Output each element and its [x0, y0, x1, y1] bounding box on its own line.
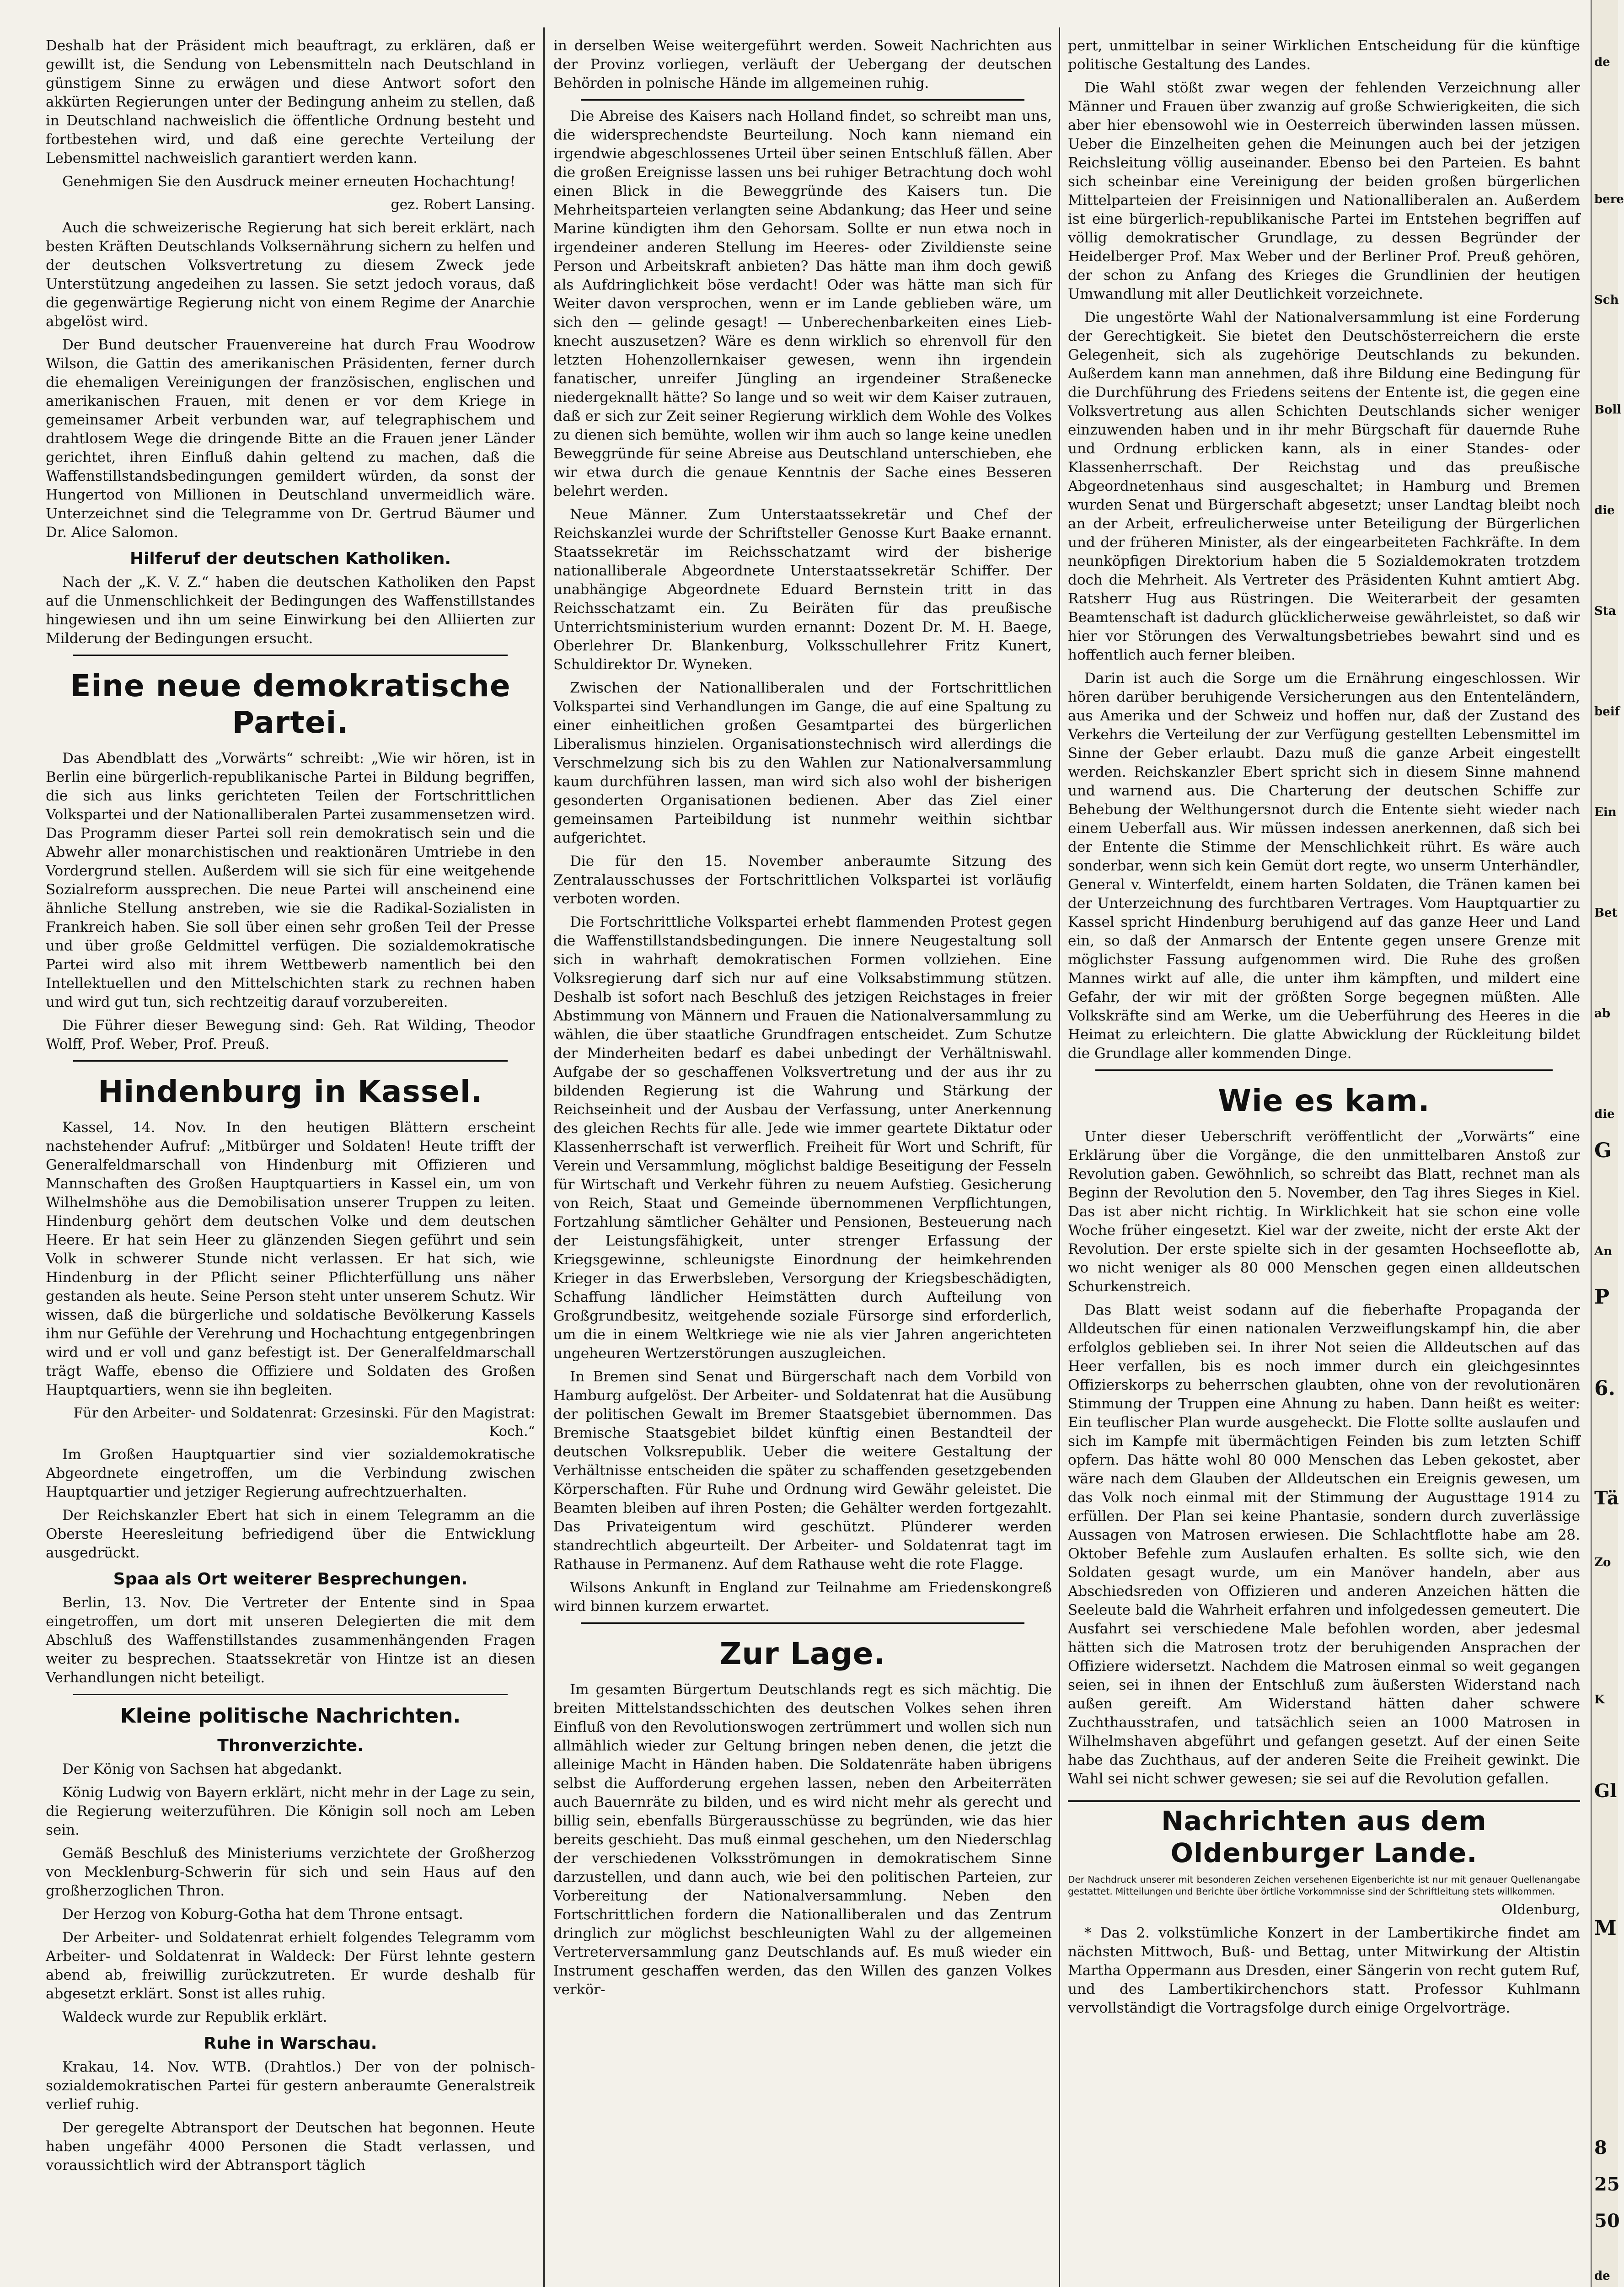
edge-fragment: die: [1594, 1107, 1615, 1121]
column-2: [553, 37, 1052, 2287]
article-paragraph: Genehmigen Sie den Ausdruck meiner erneuten Hochachtung!: [62, 173, 516, 190]
edge-fragment: de: [1594, 55, 1610, 69]
article-paragraph: Auch die schweizerische Regierung hat sich bereit erklärt, nach besten Kräften Deutschlands Volksernährung sichern zu helfen und der deutschen Volksvertretung zu diesem Zweck jede Unterstützung angedeihen zu lassen. Sie setzt jedoch voraus, daß die gegenwärtige Regierung nicht von einem Regime der Anarchie abgelöst wird.: [46, 220, 535, 330]
article-paragraph: Das Blatt weist sodann auf die fieberhafte Propaganda der Alldeutschen für einen nationalen Verzweiflungskampf hin, die aber erfolglos geblieben sei. In ihrer Not seien die Alldeutschen auf das Heer verfallen, bis es noch immer durch ein gleichgesinntes Offizierskorps zu beherrschen glaubten, ohne von der revolutionären Stimmung der Truppen eine Ahnung zu haben. Dann heißt es weiter: Ein teuflischer Plan wurde ausgeheckt. Die Flotte sollte auslaufen und sich im Kampfe mit übermächtigen Feinden bis zum letzten Schiff opfern. Das hätte wohl 80 000 Menschen das Leben gekostet, aber wäre nach dem Glauben der Alldeutschen ein Ereignis gewesen, um das Volk noch einmal mit der Stimmung der Augusttage 1914 zu erfüllen. Der Plan sei keine Phantasie, sondern durch zuverlässige Aussagen von Matrosen erwiesen. Die Schlachtflotte habe am 28. Oktober Befehle zum Auslaufen erhalten. Es sollte sich, wie den Soldaten gesagt wurde, um ein Manöver handeln, aber aus Abschiedsreden von Offizieren und anderen Anzeichen hätten die Seeleute bald die Wahrheit erfahren und infolgedessen gemeutert. Die Ausfahrt sei verschiedene Male befohlen worden, aber jedesmal hätten sich die Matrosen trotz der beruhigenden Ansprachen der Offiziere widersetzt. Nachdem die Matrosen einmal so weit gegangen seien, sei in ihnen der Entschluß zum äußersten Widerstand nach außen gereift. Am Widerstand hätten daher schwere Zuchthausstrafen, und tatsächlich seien an 1000 Matrosen in Wilhelmshaven abgeführt und gefangen gesetzt. Auf der einen Seite habe das Zuchthaus, auf der anderen Seite die Freiheit gewinkt. Die Wahl sei nicht schwer gewesen; sie sei auf die Revolution gefallen.: [1068, 1302, 1580, 1787]
subheading: Ruhe in Warschau.: [204, 2034, 377, 2053]
article-paragraph: Die Führer dieser Bewegung sind: Geh. Rat Wilding, Theodor Wolff, Prof. Weber, Prof. Preuß.: [46, 1017, 535, 1052]
article-paragraph: Die ungestörte Wahl der Nationalversammlung ist eine Forderung der Gerechtigkeit. Sie bietet den Deutschösterreichern die erste Gelegenheit, sich als zugehörige Deutschlands zu bekunden. Außerdem kann man annehmen, daß ihre Bildung eine Bedingung für die Durchführung des Friedens seitens der Entente ist, die gegen eine Volksvertretung aus allen Schichten Deutschlands sicher weniger einzuwenden haben und in ihr mehr Bürgschaft für dauernde Ruhe und Ordnung erblicken kann, als in einer Standes- oder Klassenherrschaft. Der Reichstag und das preußische Abgeordnetenhaus sind ausgeschaltet; in Hamburg und Bremen wurden Senat und Bürgerschaft abgesetzt; unser Landtag bleibt noch an der Arbeit, erfreulicherweise unter Beteiligung der Bürgerlichen und der früheren Minister, als der eingearbeiteten Fachkräfte. In dem neunköpfigen Direktorium haben die 5 Sozialdemokraten trotzdem doch die Mehrheit. Als Vertreter des Präsidenten Kuhnt amtiert Abg. Ratsherr Hug aus Rüstringen. Die Weiterarbeit der gesamten Beamtenschaft ist dadurch glücklicherweise gewährleistet, so daß wir hier vor Störungen des Verwaltungsbetriebes bewahrt sind und es hoffentlich auch ferner bleiben.: [1068, 309, 1580, 663]
article-paragraph: Neue Männer. Zum Unterstaatssekretär und Chef der Reichskanzlei wurde der Schriftsteller Genosse Kurt Baake ernannt. Staatssekretär im Reichsschatzamt wird der bisherige nationalliberale Abgeordnete Unterstaatssekretär Schiffer. Der unabhängige Abgeordnete Eduard Bernstein tritt in das Reichsschatzamt ein. Zu Beiräten für das preußische Unterrichtsministerium wurden ernannt: Dozent Dr. M. H. Baege, Oberlehrer Dr. Blankenburg, Volksschullehrer Fritz Kunert, Schuldirektor Dr. Wyneken.: [553, 506, 1052, 673]
column-rule: [543, 27, 545, 2287]
edge-fragment: Ein: [1594, 805, 1617, 819]
headline: Wie es kam.: [1218, 1083, 1430, 1118]
article-paragraph: Der Herzog von Koburg-Gotha hat dem Throne entsagt.: [62, 1906, 463, 1922]
article-paragraph: In Bremen sind Senat und Bürgerschaft nach dem Vorbild von Hamburg aufgelöst. Der Arbeiter- und Soldatenrat hat die Ausübung der politischen Gewalt im Bremer Staatsgebiet übernommen. Das Bremische Staatsgebiet bildet künftig einen Bestandteil der deutschen Volksrepublik. Ueber die weitere Gestaltung der Verhältnisse entscheiden die später zu schaffenden gesetzgebenden Körperschaften. Für Ruhe und Ordnung wird Gewähr geleistet. Die Beamten bleiben auf ihren Posten; die Gehälter werden fortgezahlt. Das Privateigentum wird geschützt. Plünderer werden standrechtlich abgeurteilt. Der Arbeiter- und Soldatenrat tagt im Rathause in Permanenz. Auf dem Rathause weht die rote Flagge.: [553, 1369, 1052, 1573]
article-paragraph: Im gesamten Bürgertum Deutschlands regt es sich mächtig. Die breiten Mittelstandsschichten des deutschen Volkes sehen ihren Einfluß von den Revolutionswogen zertrümmert und wollen sich nun allmählich wieder zur Geltung bringen neben denen, die jetzt die alleinige Macht in Händen haben. Die Soldatenräte haben übrigens selbst die Aufforderung ergehen lassen, neben den Arbeiterräten auch Bauernräte zu bilden, und es wird nicht mehr als gerecht und billig sein, ebenfalls Bürgerausschüsse zu begründen, wie das hier bereits geschieht. Das muß einmal geschehen, um den Niederschlag der verschiedenen Volksströmungen in demokratischem Sinne darzustellen, und dann auch, wie bei den politischen Parteien, zur Vorbereitung der Nationalversammlung. Neben den Fortschrittlichen fordern die Nationalliberalen und das Zentrum dringlich zur möglichst beschleunigten Wahl zu der allgemeinen Vertreterversammlung ganz Deutschlands auf. Es muß wieder ein Instrument geschaffen werden, das den Willen des ganzen Volkes verkör-: [553, 1681, 1052, 1998]
article-paragraph: Der Arbeiter- und Soldatenrat erhielt folgendes Telegramm vom Arbeiter- und Soldatenrat in Waldeck: Der Fürst lehnte gestern abend ab, freiwillig zurückzutreten. Er wurde deshalb für abgesetzt erklärt. Sonst ist alles ruhig.: [46, 1929, 535, 2002]
edge-fragment: Gl: [1594, 1780, 1617, 1802]
divider: [73, 1694, 508, 1695]
article-paragraph: Unter dieser Ueberschrift veröffentlicht der „Vorwärts“ eine Erklärung über die Vorgänge, die den unmittelbaren Anstoß zur Revolution gaben. Gewöhnlich, so schreibt das Blatt, rechnet man als Beginn der Revolution den 5. November, den Tag ihres Sieges in Kiel. Das ist aber nicht richtig. In Wirklichkeit hat sie schon eine volle Woche früher eingesetzt. Kiel war der zweite, nicht der erste Akt der Revolution. Der erste spielte sich in der gesamten Hochseeflotte ab, wo nicht weniger als 80 000 Menschen gegen einen alldeutschen Schurkenstreich.: [1068, 1128, 1580, 1295]
subheading: Thronverzichte.: [217, 1736, 364, 1755]
edge-fragment: M: [1594, 1917, 1617, 1940]
edge-fragment: ab: [1594, 1007, 1611, 1020]
column-3: [1068, 37, 1580, 2287]
edge-fragment: Sta: [1594, 604, 1616, 618]
article-paragraph: Der geregelte Abtransport der Deutschen hat begonnen. Heute haben ungefähr 4000 Personen die Stadt verlassen, und voraussichtlich wird der Abtransport täglich: [46, 2120, 535, 2174]
article-paragraph: Die Fortschrittliche Volkspartei erhebt flammenden Protest gegen die Waffenstillstandsbedingungen. Die innere Neugestaltung soll sich in wahrhaft demokratischen Formen vollziehen. Eine Volksregierung darf sich nur auf eine Volksabstimmung stützen. Deshalb ist sofort nach Beschluß des jetzigen Reichstages in freier Abstimmung von Männern und Frauen die Nationalversammlung zu wählen, die über staatliche Grundfragen entscheidet. Zum Schutze der Minderheiten bedarf es dabei unbedingt der Verhältniswahl. Aufgabe der so geschaffenen Volksvertretung und der aus ihr zu bildenden Regierung ist die Wahrung und Stärkung der Reichseinheit und der Ausbau der Verfassung, unter Anerkennung des gleichen Rechts für alle. Jede wie immer geartete Diktatur oder Klassenherrschaft ist verwerflich. Freiheit für Wort und Schrift, für Verein und Versammlung, möglichst baldige Beseitigung der Fesseln für Wirtschaft und Verkehr führen zu neuem Aufstieg. Gesicherung von Reich, Staat und Gemeinde übernommenen Verpflichtungen, Fortzahlung sämtlicher Gehälter und Pensionen, Besteuerung nach der Leistungsfähigkeit, unter strenger Erfassung der Kriegsgewinne, schleunigste Einordnung der heimkehrenden Krieger in das Erwerbsleben, Versorgung der Kriegsbeschädigten, Schaffung ländlicher Heimstätten durch Aufteilung von Großgrundbesitz, weitgehende soziale Fürsorge sind erforderlich, um die in einem Weltkriege wie nie als vier Jahren angerichteten ungeheuren Wertzerstörungen auszugleichen.: [553, 914, 1052, 1362]
article-paragraph: Krakau, 14. Nov. WTB. (Drahtlos.) Der von der polnisch-sozialdemokratischen Partei für gestern anberaumte Generalstreik verlief ruhig.: [46, 2059, 535, 2113]
article-paragraph: König Ludwig von Bayern erklärt, nicht mehr in der Lage zu sein, die Regierung weiterzuführen. Die Königin soll noch am Leben sein.: [46, 1784, 535, 1838]
signature: Für den Arbeiter- und Soldatenrat: Grzesinski. Für den Magistrat: Koch.“: [73, 1405, 535, 1439]
edge-fragment: 8: [1594, 2137, 1607, 2158]
article-paragraph: Die Wahl stößt zwar wegen der fehlenden Verzeichnung aller Männer und Frauen über zwanzig auf große Schwierigkeiten, die sich aber hier ebensowohl wie in Oesterreich überwinden lassen müssen. Ueber die Einzelheiten gehen die Meinungen auch bei der jetzigen Reichsleitung völlig auseinander. Ebenso bei den Parteien. Es bahnt sich scheinbar eine Vereinigung der beiden großen bürgerlichen Mittelparteien der Freisinnigen und Nationalliberalen an. Außerdem ist eine bürgerlich-republikanische Partei im Entstehen begriffen auf völlig demokratischer Grundlage, zu dessen Begründer der Heidelberger Prof. Max Weber und der Berliner Prof. Preuß gehören, der schon zu Anfang des Krieges die Grundlinien der heutigen Umwandlung mit aller Deutlichkeit vorzeichnete.: [1068, 80, 1580, 302]
headline: Kleine politische Nachrichten.: [120, 1704, 461, 1728]
subheading: Hilferuf der deutschen Katholiken.: [129, 549, 451, 568]
edge-fragment: de: [1594, 2269, 1610, 2283]
article-paragraph: Waldeck wurde zur Republik erklärt.: [62, 2009, 327, 2025]
edge-fragment: 50: [1594, 2210, 1620, 2232]
edge-fragment: beif: [1594, 705, 1620, 719]
divider: [581, 99, 1024, 101]
divider: [73, 1060, 508, 1062]
edge-fragment: K: [1594, 1693, 1605, 1707]
article-paragraph: Deshalb hat der Präsident mich beauftragt, zu erklären, daß er gewillt ist, die Sendung von Lebensmitteln nach Deutschland in günstigem Sinne zu erwägen und diese Antwort sofort den akkürten Regierungen unter der Bedingung anheim zu stellen, daß in Deutschland nachweislich die öffentliche Ordnung besteht und fortbestehen wird, und daß eine gerechte Verteilung der Lebensmittel nachweislich garantiert werden kann.: [46, 38, 535, 166]
edge-fragment: An: [1594, 1245, 1613, 1258]
headline: Eine neue demokratische Partei.: [70, 668, 511, 740]
edge-fragment: Boll: [1594, 403, 1622, 417]
article-paragraph: Der Reichskanzler Ebert hat sich in einem Telegramm an die Oberste Heeresleitung befriedigend über die Entwicklung ausgedrückt.: [46, 1507, 535, 1561]
subheading: Spaa als Ort weiterer Besprechungen.: [113, 1570, 468, 1589]
column-rule: [1059, 27, 1060, 2287]
edge-fragment: Sch: [1594, 293, 1619, 307]
adjacent-page-edge: [1591, 0, 1624, 2287]
section-header: Nachrichten aus dem Oldenburger Lande.: [1068, 1800, 1580, 1869]
dateline: Oldenburg,: [1501, 1902, 1580, 1918]
edge-fragment: 6.: [1594, 1377, 1615, 1400]
article-paragraph: Der Bund deutscher Frauenvereine hat durch Frau Woodrow Wilson, die Gattin des amerikanischen Präsidenten, ferner durch die ehemaligen Vereinigungen der französischen, englischen und amerikanischen Frauen, mit denen er vor dem Kriege in gemeinsamer Arbeit verbunden war, auf telegraphischem und drahtlosem Wege die dringende Bitte an die Frauen jener Länder gerichtet, ihren Einfluß dahin geltend zu machen, daß die Waffenstillstandsbedingungen gemildert würden, da sonst der Hungertod von Millionen in Deutschland unvermeidlich wäre. Unterzeichnet sind die Telegramme von Dr. Gertrud Bäumer und Dr. Alice Salomon.: [46, 337, 535, 541]
article-paragraph: Zwischen der Nationalliberalen und der Fortschrittlichen Volkspartei sind Verhandlungen im Gange, die auf eine Spaltung zu einer einheitlichen großen Gesamtpartei des bürgerlichen Liberalismus hinzielen. Organisationstechnisch wird allerdings die Verschmelzung sich bis zu den Wahlen zur Nationalversammlung kaum durchführen lassen, man wird sich also wohl der bisherigen gesonderten Organisationen bedienen. Aber das Ziel einer gemeinsamen Parteibildung ist nunmehr weithin sichtbar aufgerichtet.: [553, 680, 1052, 846]
divider: [1095, 1069, 1553, 1071]
article-paragraph: Der König von Sachsen hat abgedankt.: [62, 1761, 343, 1777]
article-paragraph: in derselben Weise weitergeführt werden. Soweit Nachrichten aus der Provinz vorliegen, verläuft der Uebergang der deutschen Behörden in polnische Hände im allgemeinen ruhig.: [553, 38, 1052, 91]
divider: [73, 655, 508, 656]
headline: Zur Lage.: [719, 1636, 886, 1671]
edge-fragment: die: [1594, 504, 1615, 517]
article-paragraph: Die Abreise des Kaisers nach Holland findet, so schreibt man uns, die widersprechendste Beurteilung. Noch kann niemand ein irgendwie abgeschlossenes Urteil über seinen Entschluß fällen. Aber die großen Ereignisse lassen uns bei ruhiger Betrachtung doch wohl einen Blick in die Beweggründe des Kaisers tun. Die Mehrheitsparteien verlangten seine Abdankung; das Heer und seine Marine kündigten ihm den Gehorsam. Sollte er nun etwa noch in irgendeiner anderen Stellung im Heeres- oder Zivildienste seine Person und Arbeitskraft anbieten? Das hätte man ihm doch gewiß als Aufdringlichkeit böse verdacht! Oder was hätte man sich für Weiter davon versprochen, wenn er im Lande geblieben wäre, um sich den — gelinde gesagt! — Unberechenbarkeiten eines Liebknecht auszusetzen? Wäre es denn wirklich so ehrenvoll für den letzten Hohenzollernkaiser gewesen, wenn ihn irgendein fanatischer, unreifer Jüngling an irgendeiner Straßenecke niedergeknallt hätte? So lange und so weit wir dem Kaiser zutrauen, daß er sich zur Zeit seiner Regierung wirklich dem Wohle des Volkes zu dienen sich bemühte, wollen wir ihm auch so lange keine unedlen Beweggründe für seine Abreise aus Deutschland unterschieben, ehe wir etwa durch die genaue Kenntnis der Sache eines Besseren belehrt werden.: [553, 108, 1052, 499]
article-paragraph: Wilsons Ankunft in England zur Teilnahme am Friedenskongreß wird binnen kurzem erwartet.: [553, 1579, 1052, 1615]
article-paragraph: Kassel, 14. Nov. In den heutigen Blättern erscheint nachstehender Aufruf: „Mitbürger und Soldaten! Heute trifft der Generalfeldmarschall von Hindenburg mit Offizieren und Mannschaften des Großen Hauptquartiers in Kassel ein, um von Wilhelmshöhe aus die Demobilisation unserer Truppen zu leiten. Hindenburg gehört dem deutschen Volke und dem deutschen Heere. Er hat sein Heer zu glänzenden Siegen geführt und sein Volk in schwerer Stunde nicht verlassen. Er hat sich, wie Hindenburg in der Pflicht seiner Pflichterfüllung uns näher gestanden als heute. Seine Person steht unter unserem Schutz. Wir wissen, daß die bürgerliche und soldatische Bevölkerung Kassels ihm nur Gefühle der Verehrung und Hochachtung entgegenbringen wird und er voll und ganz befestigt ist. Der Generalfeldmarschall trägt Waffe, ebenso die Offiziere und Soldaten des Großen Hauptquartiers, wenn sie ihn begleiten.: [46, 1119, 535, 1398]
column-1: [46, 37, 535, 2287]
edge-fragment: Bet: [1594, 906, 1618, 920]
edge-fragment: Tä: [1594, 1487, 1619, 1509]
section-note: Der Nachdruck unserer mit besonderen Zeichen versehenen Eigenberichte ist nur mit genauer Quellenangabe gestattet. Mitteilungen und Berichte über örtliche Vorkommnisse sind der Schriftleitung stets willkommen.: [1068, 1874, 1580, 1897]
article-paragraph: Gemäß Beschluß des Ministeriums verzichtete der Großherzog von Mecklenburg-Schwerin für sich und sein Haus auf den großherzoglichen Thron.: [46, 1845, 535, 1899]
edge-fragment: bere: [1594, 193, 1624, 206]
article-paragraph: Im Großen Hauptquartier sind vier sozialdemokratische Abgeordnete eingetroffen, um die Verbindung zwischen Hauptquartier und jetziger Regierung aufrechtzuerhalten.: [46, 1446, 535, 1500]
article-paragraph: * Das 2. volkstümliche Konzert in der Lambertikirche findet am nächsten Mittwoch, Buß- und Bettag, unter Mitwirkung der Altistin Martha Oppermann aus Dresden, einer Sängerin von recht gutem Ruf, und des Lambertikirchenchors statt. Professor Kuhlmann vervollständigt die Vortragsfolge durch einige Orgelvorträge.: [1068, 1925, 1580, 2016]
edge-fragment: Zo: [1594, 1556, 1611, 1569]
edge-fragment: G: [1594, 1139, 1612, 1162]
divider: [581, 1622, 1024, 1624]
article-paragraph: pert, unmittelbar in seiner Wirklichen Entscheidung für die künftige politische Gestaltung des Landes.: [1068, 38, 1580, 73]
signature: gez. Robert Lansing.: [391, 197, 535, 213]
article-paragraph: Darin ist auch die Sorge um die Ernährung eingeschlossen. Wir hören darüber beruhigende Versicherungen aus den Ententeländern, aus Amerika und der Schweiz und hoffen nur, daß der Zustand des Verkehrs die Verteilung der zur Verfügung gestellten Lebensmittel im Sinne der Geber erlaubt. Dazu muß die ganze Arbeit eingestellt werden. Reichskanzler Ebert spricht sich in diesem Sinne mahnend und warnend aus. Die Charterung der deutschen Schiffe zur Behebung der Welthungersnot durch die Entente sieht wieder nach einem Ueberfall aus. Wir müssen indessen anerkennen, daß sich bei der Entente die Stimme der Menschlichkeit rührt. Es wäre auch sonderbar, wenn sich kein Gemüt dort regte, wo unserm Unterhändler, General v. Winterfeldt, einem harten Soldaten, die Tränen kamen bei der Unterzeichnung des furchtbaren Vertrages. Vom Hauptquartier zu Kassel spricht Hindenburg beruhigend auf das ganze Heer und Land ein, so daß der Anmarsch der Entente gegen unsere Grenze mit möglichster Fassung aufgenommen wird. Die Ruhe des großen Mannes wirkt auf alle, die unter ihm kämpften, und mildert eine Gefahr, der wir mit der größten Sorge begegnen müßten. Alle Volkskräfte sind am Werke, um die Ueberführung des Heeres in die Heimat zu erleichtern. Die glatte Abwicklung der Rückleitung bildet die Grundlage aller kommenden Dinge.: [1068, 670, 1580, 1062]
article-paragraph: Das Abendblatt des „Vorwärts“ schreibt: „Wie wir hören, ist in Berlin eine bürgerlich-republikanische Partei in Bildung begriffen, die sich aus links gerichteten Teilen der Fortschrittlichen Volkspartei und der Nationalliberalen Partei zusammensetzen wird. Das Programm dieser Partei soll rein demokratisch sein und die Abwehr aller monarchistischen und reaktionären Umtriebe in den Vordergrund stellen. Außerdem will sie sich für eine weitgehende Sozialreform aussprechen. Die neue Partei will anscheinend eine ähnliche Stellung anstreben, wie sie die Radikal-Sozialisten in Frankreich haben. Sie soll über einen sehr großen Teil der Presse und über große Geldmittel verfügen. Die sozialdemokratische Partei wird also mit ihrem Wettbewerb namentlich bei den Intellektuellen und den Mittelschichten stark zu rechnen haben und wird gut tun, sich rechtzeitig darauf vorzubereiten.: [46, 750, 535, 1010]
article-paragraph: Berlin, 13. Nov. Die Vertreter der Entente sind in Spaa eingetroffen, um dort mit unseren Delegierten die mit dem Abschluß des Waffenstillstandes zusammenhängenden Fragen weiter zu besprechen. Staatssekretär von Hintze ist an diesen Verhandlungen nicht beteiligt.: [46, 1594, 535, 1686]
article-paragraph: Die für den 15. November anberaumte Sitzung des Zentralausschusses der Fortschrittlichen Volkspartei ist vorläufig verboten worden.: [553, 853, 1052, 907]
headline: Hindenburg in Kassel.: [98, 1074, 483, 1109]
article-paragraph: Nach der „K. V. Z.“ haben die deutschen Katholiken den Papst auf die Unmenschlichkeit der Bedingungen des Waffenstillstandes hingewiesen und ihn um seine Einwirkung bei den Alliierten zur Milderung der Bedingungen ersucht.: [46, 574, 535, 647]
edge-fragment: P: [1594, 1285, 1610, 1309]
edge-fragment: 25: [1594, 2174, 1620, 2195]
